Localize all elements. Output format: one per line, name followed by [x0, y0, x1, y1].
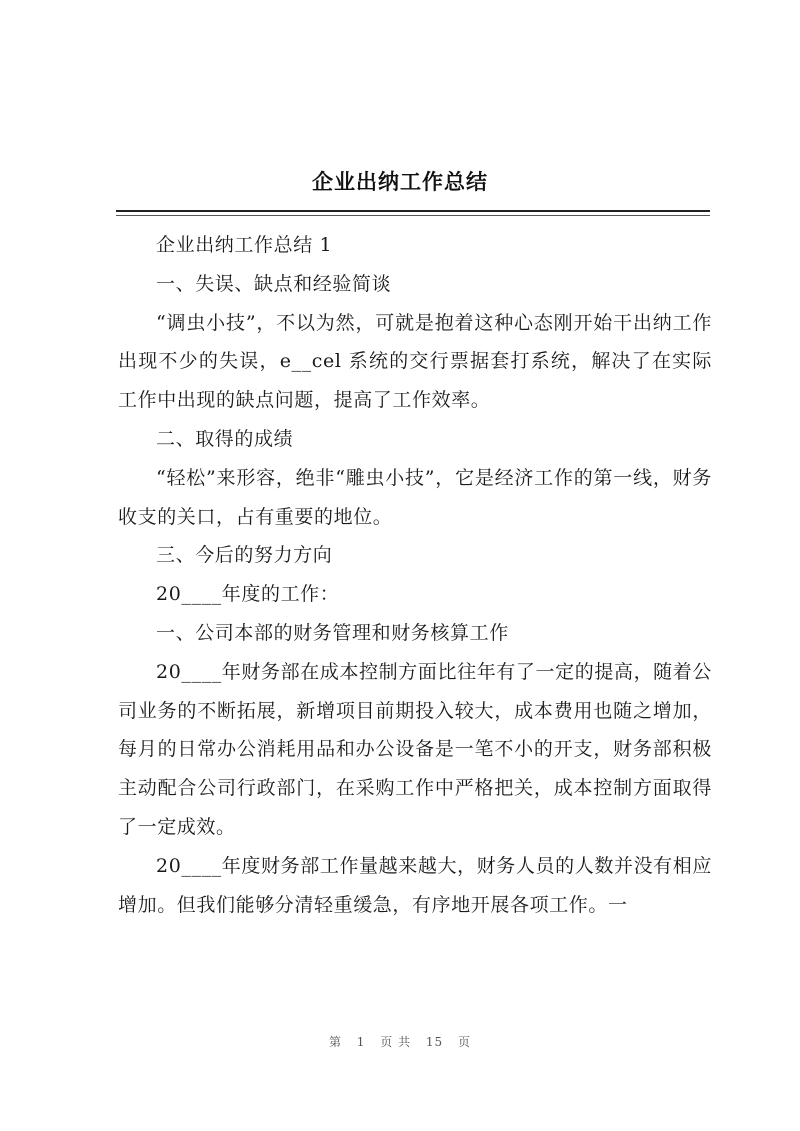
footer-middle: 页 共: [380, 1035, 412, 1049]
footer-page-number: 1: [356, 1035, 366, 1049]
footer-prefix: 第: [328, 1035, 342, 1049]
paragraph-year-work: 20____年度的工作：: [156, 583, 340, 606]
page-footer: [0, 1033, 800, 1050]
paragraph-subheading-achievements: 二、取得的成绩: [156, 427, 294, 450]
paragraph-subheading-mistakes: 一、失误、缺点和经验简谈: [156, 272, 392, 295]
paragraph-subheading-finance: 一、公司本部的财务管理和财务核算工作: [156, 621, 509, 644]
title-divider-thick: [116, 210, 710, 212]
paragraph-heading-section-1: 企业出纳工作总结 1: [156, 234, 333, 256]
paragraph-achievements-body: “轻松”来形容，绝非“雕虫小技”，它是经济工作的第一线，财务收支的关口，占有重要的地位。: [118, 466, 712, 528]
document-body: [118, 226, 712, 924]
paragraph-subheading-direction: 三、今后的努力方向: [156, 544, 333, 567]
paragraph-cost-control: 20____年财务部在成本控制方面比往年有了一定的提高，随着公司业务的不断拓展，新增项目前期投入较大，成本费用也随之增加，每月的日常办公消耗用品和办公设备是一笔不小的开支，财务部积极主动配合公司行政部门，在采购工作中严格把关，成本控制方面取得了一定成效。: [118, 660, 712, 838]
document-title: 企业出纳工作总结: [312, 170, 488, 194]
title-divider-thin: [116, 215, 710, 216]
footer-total-pages: 15: [425, 1035, 444, 1049]
paragraph-mistakes-body: “调虫小技”，不以为然，可就是抱着这种心态刚开始干出纳工作出现不少的失误，e__cel 系统的交行票据套打系统，解决了在实际工作中出现的缺点问题，提高了工作效率。: [118, 311, 712, 412]
paragraph-workload: 20____年度财务部工作量越来越大，财务人员的人数并没有相应增加。但我们能够分清轻重缓急，有序地开展各项工作。一: [118, 854, 712, 916]
footer-suffix: 页: [458, 1035, 472, 1049]
